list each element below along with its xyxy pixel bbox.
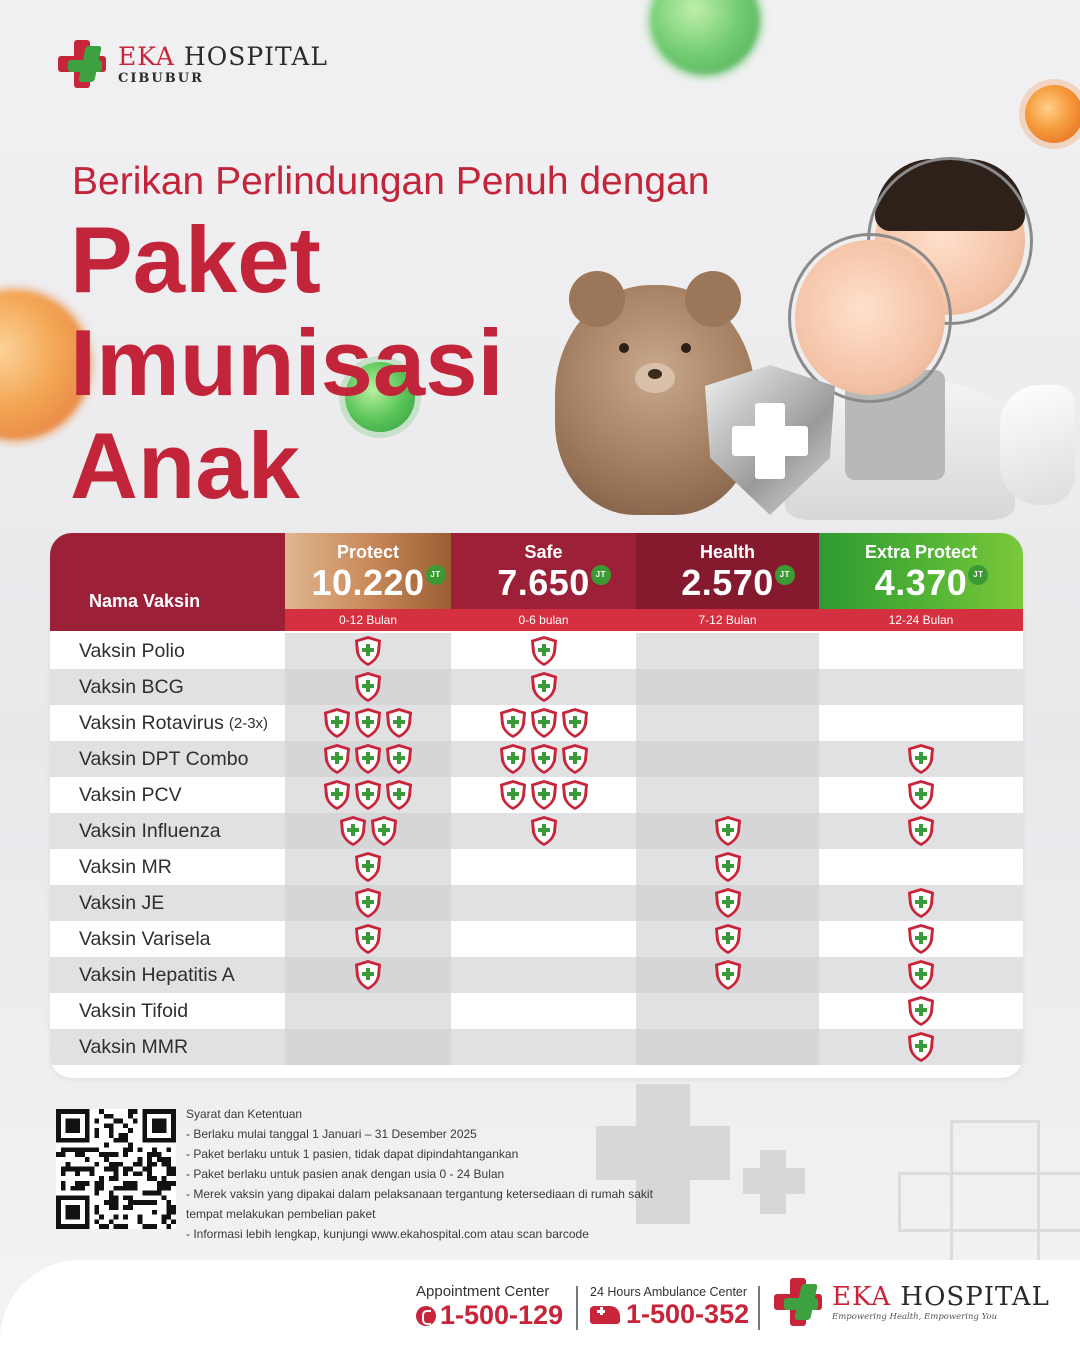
shield-cross-icon [384, 707, 414, 739]
dose-cell [285, 741, 451, 777]
shield-cross-icon [529, 779, 559, 811]
terms-item: - Paket berlaku untuk pasien anak dengan usia 0 - 24 Bulan [186, 1167, 505, 1181]
shield-cross-icon [353, 743, 383, 775]
dose-cell [451, 669, 636, 705]
shield-cross-icon [322, 707, 352, 739]
ambulance-icon [590, 1306, 620, 1324]
dose-cell [636, 1029, 819, 1065]
vaccine-name: Vaksin BCG [79, 675, 184, 698]
vaccine-name: Vaksin Polio [79, 639, 185, 662]
table-row [50, 849, 1023, 885]
terms-item: - Merek vaksin yang dipakai dalam pelaksanaan tergantung ketersediaan di rumah sakit [186, 1187, 653, 1201]
ambulance-center[interactable] [590, 1285, 749, 1330]
dose-cell [819, 1029, 1023, 1065]
virus-decoration [650, 0, 760, 75]
dose-cell [451, 849, 636, 885]
shield-cross-icon [529, 743, 559, 775]
vaccine-name: Vaksin MMR [79, 1035, 189, 1058]
shield-cross-icon [338, 815, 368, 847]
price-unit-badge: JT [775, 565, 795, 585]
shield-cross-icon [384, 779, 414, 811]
headline-title: Paket Imunisasi Anak [70, 207, 504, 518]
vaccine-name: Vaksin PCV [79, 783, 182, 806]
shield-cross-icon [560, 779, 590, 811]
shield-cross-icon [322, 779, 352, 811]
dose-cell [636, 741, 819, 777]
shield-cross-icon [713, 923, 743, 955]
package-header-protect: Protect 10.220 JT [285, 533, 451, 609]
shield-cross-icon [713, 815, 743, 847]
shield-cross-icon [906, 815, 936, 847]
table-row [50, 741, 1023, 777]
shield-cross-icon [560, 707, 590, 739]
qr-code[interactable] [56, 1109, 176, 1229]
vaccine-name: Vaksin DPT Combo [79, 747, 249, 770]
shield-cross-icon [906, 779, 936, 811]
shield-cross-icon [529, 815, 559, 847]
shield-cross-icon [906, 923, 936, 955]
dose-cell [819, 957, 1023, 993]
footer-brand-logo [774, 1278, 1050, 1326]
vaccine-name: Vaksin Rotavirus (2-3x) [79, 711, 269, 734]
dose-cell [451, 741, 636, 777]
shield-cross-icon [906, 887, 936, 919]
dose-cell [819, 993, 1023, 1029]
vaccine-name: Vaksin Hepatitis A [79, 963, 235, 986]
table-row [50, 669, 1023, 705]
shield-cross-icon [353, 635, 383, 667]
shield-cross-icon [353, 887, 383, 919]
price-unit-badge: JT [426, 565, 446, 585]
terms-title: Syarat dan Ketentuan [186, 1107, 303, 1121]
shield-cross-icon [353, 959, 383, 991]
dose-cell [636, 813, 819, 849]
dose-cell [451, 993, 636, 1029]
shield-cross-icon [906, 743, 936, 775]
dose-cell [636, 669, 819, 705]
dose-cell [285, 633, 451, 669]
ambulance-label: 24 Hours Ambulance Center [590, 1285, 748, 1299]
table-row [50, 885, 1023, 921]
table-row [50, 921, 1023, 957]
shield-cross-icon [353, 671, 383, 703]
table-row [50, 633, 1023, 669]
shield-cross-icon [353, 851, 383, 883]
dose-cell [285, 921, 451, 957]
dose-cell [285, 885, 451, 921]
shield-cross-icon [369, 815, 399, 847]
dose-cell [285, 777, 451, 813]
dose-cell [819, 849, 1023, 885]
dose-cell [819, 705, 1023, 741]
shield-cross-icon [713, 887, 743, 919]
shield-cross-icon [353, 923, 383, 955]
age-range-protect: 0-12 Bulan [285, 609, 451, 631]
dose-cell [451, 885, 636, 921]
shield-cross-icon [498, 779, 528, 811]
table-row [50, 993, 1023, 1029]
dose-cell [451, 1029, 636, 1065]
vaccine-name: Vaksin Tifoid [79, 999, 189, 1022]
divider [576, 1286, 578, 1330]
decorative-cross [743, 1168, 805, 1194]
terms-item-link[interactable]: - Informasi lebih lengkap, kunjungi www.ekahospital.com atau scan barcode [186, 1227, 589, 1241]
shield-cross-icon [498, 707, 528, 739]
dose-cell [636, 849, 819, 885]
phone-icon [416, 1306, 436, 1326]
dose-cell [285, 1029, 451, 1065]
dose-cell [285, 705, 451, 741]
terms-item: - Berlaku mulai tanggal 1 Januari – 31 Desember 2025 [186, 1127, 477, 1141]
shield-cross-icon [353, 779, 383, 811]
divider [758, 1286, 760, 1330]
dose-cell [636, 885, 819, 921]
dose-cell [451, 921, 636, 957]
table-row [50, 957, 1023, 993]
dose-cell [819, 669, 1023, 705]
ambulance-number[interactable]: 1-500-352 [590, 1299, 749, 1330]
dose-cell [451, 705, 636, 741]
table-row [50, 777, 1023, 813]
table-row [50, 705, 1023, 741]
shield-cross-icon [713, 851, 743, 883]
age-range-safe: 0-6 bulan [451, 609, 636, 631]
dose-cell [636, 993, 819, 1029]
shield-cross-icon [498, 743, 528, 775]
dose-cell [819, 633, 1023, 669]
hero-illustration [545, 165, 1080, 525]
terms-item: - Paket berlaku untuk 1 pasien, tidak dapat dipindahtangankan [186, 1147, 519, 1161]
dose-cell [451, 633, 636, 669]
terms-and-conditions [186, 1104, 653, 1244]
virus-decoration [1025, 85, 1080, 143]
dose-cell [451, 777, 636, 813]
appointment-label: Appointment Center [416, 1283, 550, 1300]
vaccine-name: Vaksin JE [79, 891, 165, 914]
shield-cross-icon [906, 1031, 936, 1063]
dose-cell [285, 813, 451, 849]
hospital-cross-icon [58, 40, 106, 88]
dose-cell [285, 957, 451, 993]
dose-cell [819, 885, 1023, 921]
price-unit-badge: JT [591, 565, 611, 585]
shield-cross-icon [560, 743, 590, 775]
terms-item: tempat melakukan pembelian paket [186, 1207, 376, 1221]
dose-cell [819, 813, 1023, 849]
dose-cell [819, 741, 1023, 777]
glove-image [1000, 385, 1075, 505]
table-row [50, 813, 1023, 849]
shield-cross-icon [529, 707, 559, 739]
brand-tagline: Empowering Health, Empowering You [832, 1312, 998, 1322]
table-header-vaccine-name: Nama Vaksin [50, 533, 285, 631]
table-row [50, 1029, 1023, 1065]
package-header-extra-protect: Extra Protect 4.370 JT [819, 533, 1023, 609]
dose-cell [285, 669, 451, 705]
dose-cell [636, 777, 819, 813]
package-header-health: Health 2.570 JT [636, 533, 819, 609]
decorative-cross [898, 1172, 1080, 1232]
vaccine-package-table [50, 533, 1023, 1078]
price-unit-badge: JT [968, 565, 988, 585]
dose-cell [636, 921, 819, 957]
shield-cross-icon [322, 743, 352, 775]
vaccine-name: Vaksin MR [79, 855, 172, 878]
dose-cell [451, 957, 636, 993]
shield-cross-icon [529, 671, 559, 703]
shield-cross-icon [906, 995, 936, 1027]
dose-cell [285, 993, 451, 1029]
headline-subtitle: Berikan Perlindungan Penuh dengan [72, 160, 710, 203]
age-range-extra-protect: 12-24 Bulan [819, 609, 1023, 631]
dose-cell [451, 813, 636, 849]
dose-cell [819, 921, 1023, 957]
dose-cell [636, 633, 819, 669]
shield-cross-icon [529, 635, 559, 667]
shield-cross-icon [713, 959, 743, 991]
dose-cell [819, 777, 1023, 813]
appointment-number[interactable]: 1-500-129 [416, 1300, 563, 1331]
dose-cell [636, 705, 819, 741]
brand-logo [58, 40, 328, 88]
shield-cross-icon [353, 707, 383, 739]
vaccine-name: Vaksin Varisela [79, 927, 211, 950]
shield-cross-icon [384, 743, 414, 775]
hospital-cross-icon [774, 1278, 822, 1326]
brand-name: EKA HOSPITAL [118, 42, 329, 71]
age-range-health: 7-12 Bulan [636, 609, 819, 631]
appointment-center[interactable] [416, 1283, 563, 1331]
dose-cell [285, 849, 451, 885]
package-header-safe: Safe 7.650 JT [451, 533, 636, 609]
footer-brand-name: EKA HOSPITAL [832, 1282, 1050, 1312]
dose-cell [636, 957, 819, 993]
shield-cross-icon [906, 959, 936, 991]
vaccine-name: Vaksin Influenza [79, 819, 221, 842]
brand-branch: CIBUBUR [118, 71, 204, 86]
